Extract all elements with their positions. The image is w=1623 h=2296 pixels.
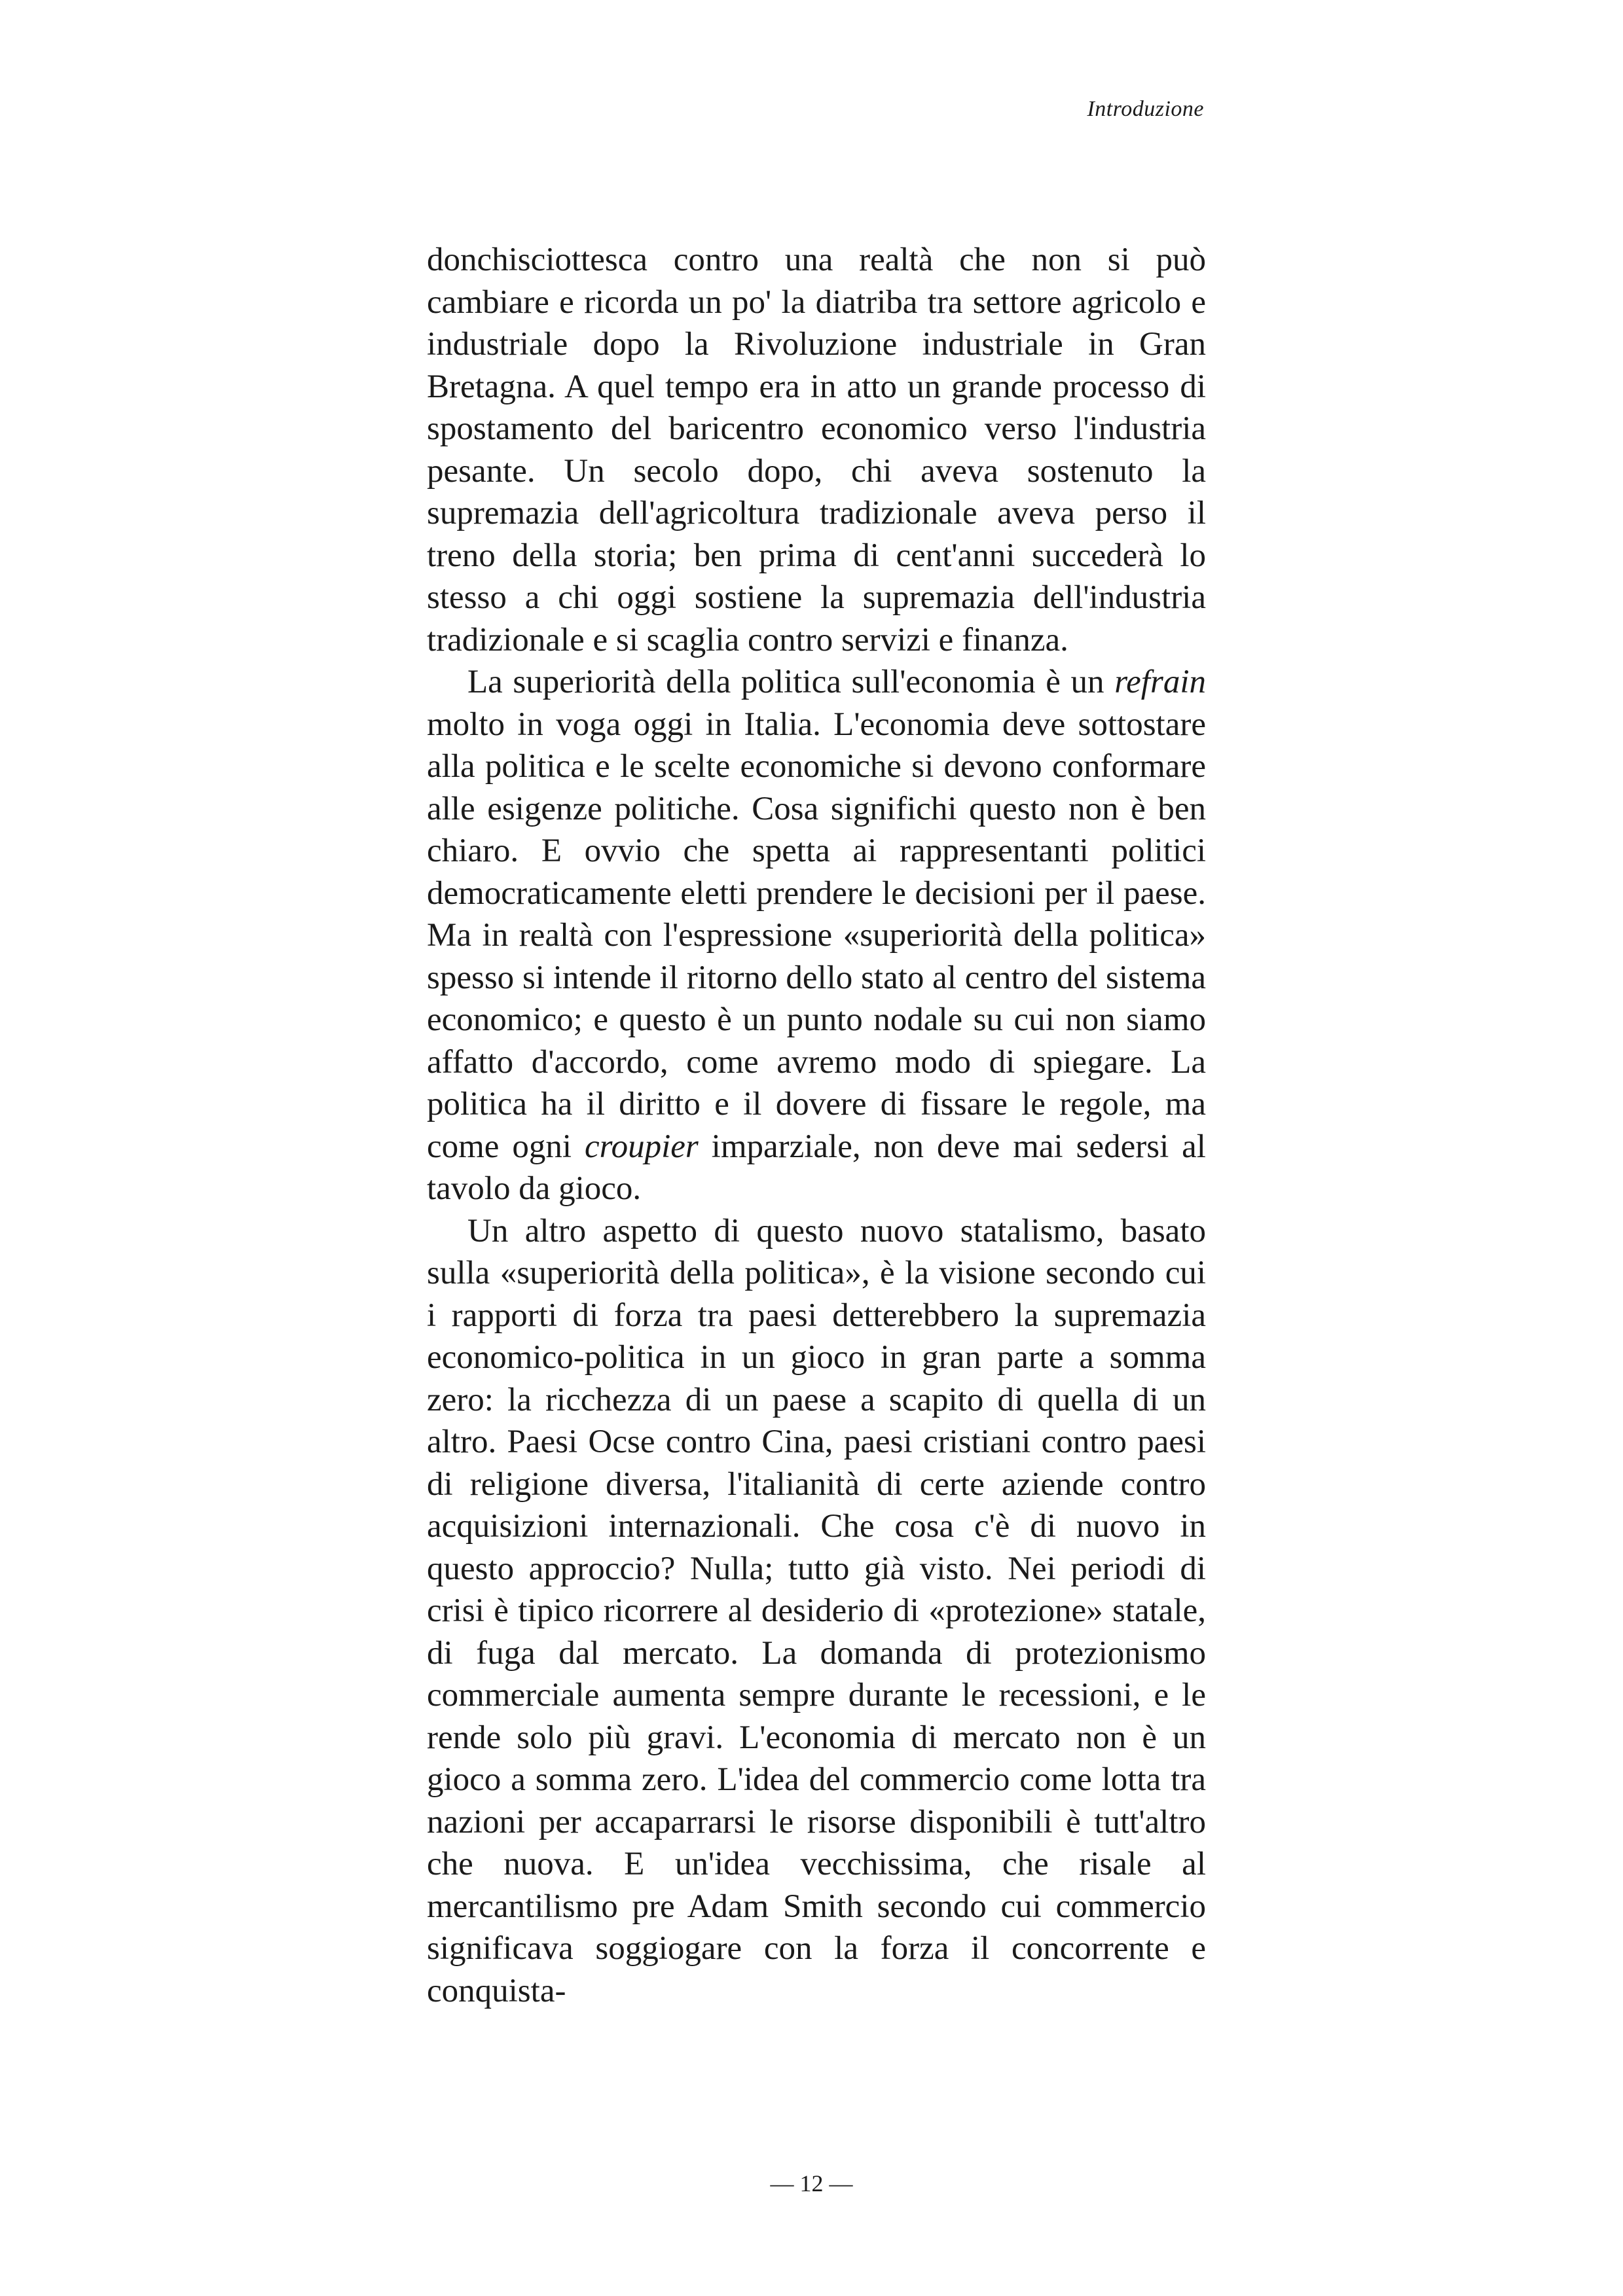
paragraph-2-text-c: imparziale, non deve mai sedersi al tavolo da gioco. bbox=[427, 1128, 1206, 1207]
paragraph-1 bbox=[427, 239, 1206, 661]
paragraph-3-text: Un altro aspetto di questo nuovo statalismo, basato sulla «superiorità della politica», è la visione secondo cui i rapporti di forza tra paesi detterebbero la supremazia economico-politica in un gioco in gran parte a somma zero: la ricchezza di un paese a scapito di quella di un altro. Paesi Ocse contro Cina, paesi cristiani contro paesi di religione diversa, l'italianità di certe aziende contro acquisizioni internazionali. Che cosa c'è di nuovo in questo approccio? Nulla; tutto già visto. Nei periodi di crisi è tipico ricorrere al desiderio di «protezione» statale, di fuga dal mercato. La domanda di protezionismo commerciale aumenta sempre durante le recessioni, e le rende solo più gravi. L'economia di mercato non è un gioco a somma zero. L'idea del commercio come lotta tra nazioni per accaparrarsi le risorse disponibili è tutt'altro che nuova. E un'idea vecchissima, che risale al mercantilismo pre Adam Smith secondo cui commercio significava soggiogare con la forza il concorrente e conquista- bbox=[427, 1212, 1206, 2009]
paragraph-3 bbox=[427, 1210, 1206, 2013]
paragraph-2 bbox=[427, 661, 1206, 1210]
page-number: — 12 — bbox=[770, 2170, 853, 2197]
italic-term-croupier: croupier bbox=[584, 1128, 699, 1165]
running-head: Introduzione bbox=[1087, 97, 1204, 121]
paragraph-1-text: donchisciottesca contro una realtà che non si può cambiare e ricorda un po' la diatriba tra settore agricolo e industriale dopo la Rivoluzione industriale in Gran Bretagna. A quel tempo era in atto un grande processo di spostamento del baricentro economico verso l'industria pesante. Un secolo dopo, chi aveva sostenuto la supremazia dell'agricoltura tradizionale aveva perso il treno della storia; ben prima di cent'anni succederà lo stesso a chi oggi sostiene la supremazia dell'industria tradizionale e si scaglia contro servizi e finanza. bbox=[427, 242, 1206, 658]
italic-term-refrain: refrain bbox=[1114, 664, 1206, 700]
paragraph-2-text-b: molto in voga oggi in Italia. L'economia deve sottostare alla politica e le scelte economiche si devono conformare alle esigenze politiche. Cosa significhi questo non è ben chiaro. E ovvio che spetta ai rappresentanti politici democraticamente eletti prendere le decisioni per il paese. Ma in realtà con l'espressione «superiorità della politica» spesso si intende il ritorno dello stato al centro del sistema economico; e questo è un punto nodale su cui non siamo affatto d'accordo, come avremo modo di spiegare. La politica ha il diritto e il dovere di fissare le regole, ma come ogni bbox=[427, 706, 1206, 1165]
body-text bbox=[427, 239, 1206, 2012]
paragraph-2-text-a: La superiorità della politica sull'economia è un bbox=[467, 664, 1115, 700]
